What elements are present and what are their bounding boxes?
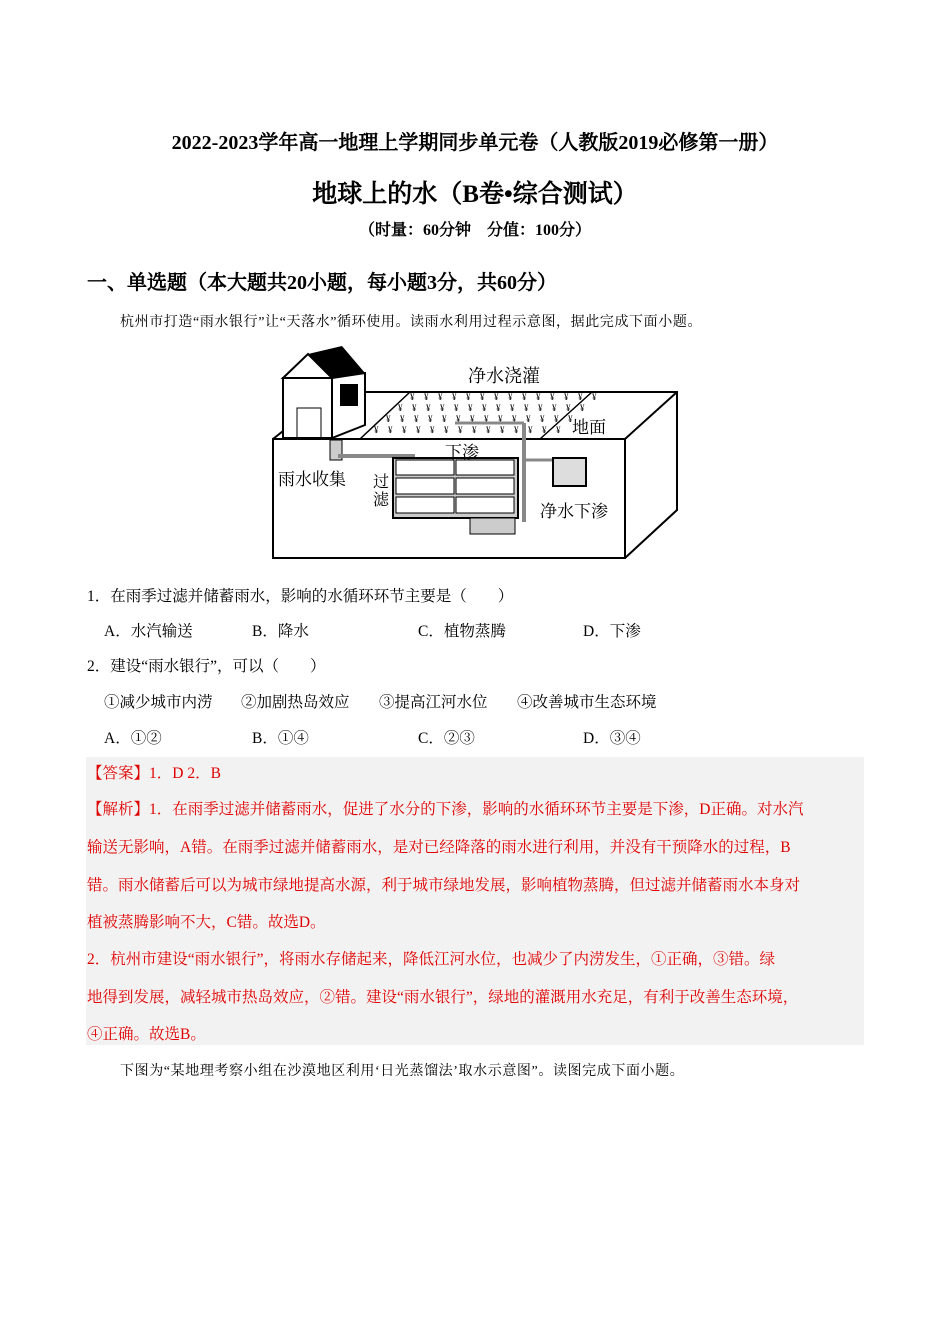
label-rain-collect: 雨水收集	[278, 470, 346, 489]
plant-icon: ¥	[468, 403, 473, 413]
q2-option-c[interactable]: C．②③	[418, 730, 475, 747]
plant-icon: ¥	[388, 425, 393, 435]
label-clean-seep: 净水下渗	[540, 502, 608, 521]
plant-icon: ¥	[524, 403, 529, 413]
q1-option-d[interactable]: D．下渗	[583, 623, 641, 640]
unit-title: 地球上的水（B卷•综合测试）	[312, 181, 638, 208]
plant-icon: ¥	[528, 425, 533, 435]
analysis-line: 错。雨水储蓄后可以为城市绿地提高水源，利于城市绿地发展，影响植物蒸腾，但过滤并储蓄雨水本身对	[87, 877, 801, 894]
plant-icon: ¥	[456, 414, 461, 424]
plant-icon: ¥	[526, 414, 531, 424]
house-icon	[283, 346, 365, 438]
plant-icon: ¥	[440, 403, 445, 413]
label-filter-1: 过	[373, 474, 390, 491]
q1-option-c[interactable]: C．植物蒸腾	[418, 623, 506, 640]
plant-icon: ¥	[442, 414, 447, 424]
plant-icon: ¥	[514, 425, 519, 435]
plant-icon: ¥	[374, 425, 379, 435]
plant-icon: ¥	[410, 392, 415, 402]
plant-icon: ¥	[454, 403, 459, 413]
plant-icon: ¥	[550, 392, 555, 402]
plant-icon: ¥	[578, 392, 583, 402]
plant-icon: ¥	[414, 414, 419, 424]
q2-option-a[interactable]: A．①②	[104, 730, 162, 747]
plant-icon: ¥	[412, 403, 417, 413]
question-intro-2: 下图为“某地理考察小组在沙漠地区利用‘日光蒸馏法’取水示意图”。读图完成下面小题。	[120, 1064, 685, 1079]
plant-icon: ¥	[398, 403, 403, 413]
plant-icon: ¥	[540, 414, 545, 424]
exam-meta: （时量：60分钟 分值：100分）	[358, 222, 591, 239]
q2-statement-3: ③提高江河水位	[379, 694, 488, 711]
q2-statement-4: ④改善城市生态环境	[517, 694, 657, 711]
plant-icon: ¥	[416, 425, 421, 435]
q1-option-b[interactable]: B．降水	[252, 623, 309, 640]
plant-icon: ¥	[400, 414, 405, 424]
plant-icon: ¥	[512, 414, 517, 424]
analysis-line: 【解析】1．在雨季过滤并储蓄雨水，促进了水分的下渗，影响的水循环环节主要是下渗，D正确。对水汽	[87, 801, 804, 818]
q2-statement-1: ①减少城市内涝	[104, 694, 213, 711]
q1-option-a[interactable]: A．水汽输送	[104, 623, 193, 640]
plant-icon: ¥	[538, 403, 543, 413]
plant-icon: ¥	[424, 392, 429, 402]
plant-icon: ¥	[452, 392, 457, 402]
analysis-line: 2．杭州市建设“雨水银行”，将雨水存储起来，降低江河水位，也减少了内涝发生，①正确，③错。绿	[87, 951, 776, 968]
plant-icon: ¥	[402, 425, 407, 435]
plant-icon: ¥	[430, 425, 435, 435]
plant-icon: ¥	[486, 425, 491, 435]
analysis-line: 植被蒸腾影响不大，C错。故选D。	[87, 914, 326, 931]
plant-icon: ¥	[466, 392, 471, 402]
plant-icon: ¥	[508, 392, 513, 402]
plant-icon: ¥	[566, 403, 571, 413]
plant-icon: ¥	[510, 403, 515, 413]
rainwater-diagram	[270, 340, 690, 565]
plant-icon: ¥	[470, 414, 475, 424]
plant-icon: ¥	[428, 414, 433, 424]
plant-icon: ¥	[556, 425, 561, 435]
plant-icon: ¥	[536, 392, 541, 402]
q2-option-d[interactable]: D．③④	[583, 730, 641, 747]
plant-icon: ¥	[580, 403, 585, 413]
plant-icon: ¥	[386, 414, 391, 424]
q2-statement-2: ②加剧热岛效应	[241, 694, 350, 711]
plant-icon: ¥	[494, 392, 499, 402]
plant-icon: ¥	[484, 414, 489, 424]
plant-icon: ¥	[482, 403, 487, 413]
analysis-line: ④正确。故选B。	[87, 1026, 206, 1043]
label-irrigation: 净水浇灌	[468, 366, 540, 386]
label-filter-2: 滤	[373, 492, 390, 509]
question-1-stem: 1．在雨季过滤并储蓄雨水，影响的水循环环节主要是（ ）	[87, 588, 514, 605]
plant-icon: ¥	[426, 403, 431, 413]
plant-icon: ¥	[552, 403, 557, 413]
plant-icon: ¥	[542, 425, 547, 435]
answer-line: 【答案】1．D 2．B	[87, 765, 221, 782]
exam-title: 2022-2023学年高一地理上学期同步单元卷（人教版2019必修第一册）	[171, 132, 779, 154]
plant-icon: ¥	[522, 392, 527, 402]
analysis-line: 输送无影响，A错。在雨季过滤并储蓄雨水，是对已经降落的雨水进行利用，并没有干预降水的过程，B	[87, 839, 791, 856]
question-intro: 杭州市打造“雨水银行”让“天落水”循环使用。读雨水利用过程示意图，据此完成下面小题。	[120, 315, 703, 330]
plant-icon: ¥	[496, 403, 501, 413]
plant-icon: ¥	[438, 392, 443, 402]
plant-icon: ¥	[500, 425, 505, 435]
plant-icon: ¥	[568, 414, 573, 424]
section-heading: 一、单选题（本大题共20小题，每小题3分，共60分）	[87, 272, 557, 294]
q2-option-b[interactable]: B．①④	[252, 730, 309, 747]
question-2-stem: 2．建设“雨水银行”，可以（ ）	[87, 658, 326, 675]
plant-icon: ¥	[498, 414, 503, 424]
plant-icon: ¥	[472, 425, 477, 435]
label-ground: 地面	[572, 418, 606, 437]
plant-icon: ¥	[444, 425, 449, 435]
plant-icon: ¥	[592, 392, 597, 402]
plant-icon: ¥	[458, 425, 463, 435]
plant-icon: ¥	[480, 392, 485, 402]
plant-icon: ¥	[554, 414, 559, 424]
label-seep: 下渗	[445, 443, 479, 462]
plant-icon: ¥	[564, 392, 569, 402]
analysis-line: 地得到发展，减轻城市热岛效应，②错。建设“雨水银行”，绿地的灌溉用水充足，有利于改善生态环境，	[87, 989, 799, 1006]
